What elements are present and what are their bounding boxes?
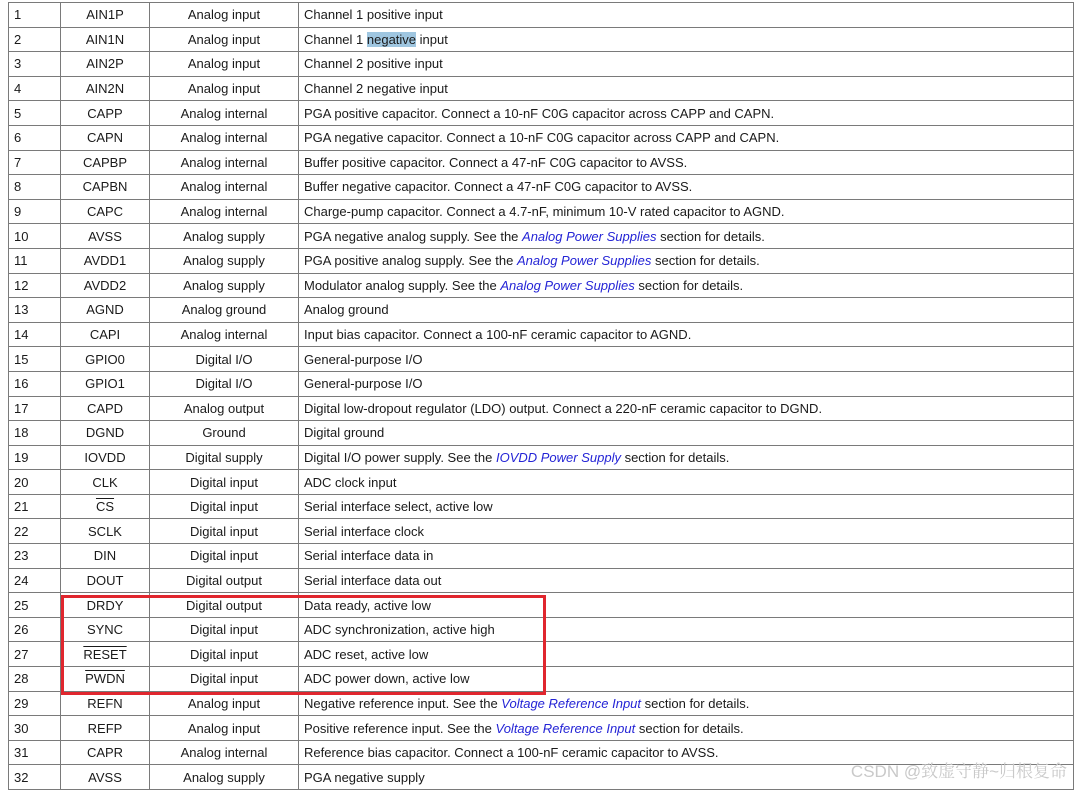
table-row bbox=[9, 519, 1074, 544]
pin-type: Digital supply bbox=[150, 445, 299, 470]
pin-name-cell bbox=[61, 691, 150, 716]
pin-type: Analog internal bbox=[150, 322, 299, 347]
pin-type: Digital input bbox=[150, 667, 299, 692]
section-link[interactable]: Voltage Reference Input bbox=[501, 695, 642, 711]
description-text: Modulator analog supply. See the bbox=[304, 277, 501, 293]
pin-name-cell bbox=[61, 593, 150, 618]
pin-description: PGA negative supply bbox=[299, 765, 1074, 790]
pin-description: Serial interface data in bbox=[299, 544, 1074, 569]
pin-name: IOVDD bbox=[84, 449, 126, 465]
pin-number: 3 bbox=[9, 52, 61, 77]
pin-type: Analog internal bbox=[150, 175, 299, 200]
table-row bbox=[9, 150, 1074, 175]
pin-name: REFN bbox=[87, 695, 123, 711]
pin-name-cell bbox=[61, 322, 150, 347]
pin-name-cell bbox=[61, 298, 150, 323]
pin-number: 16 bbox=[9, 371, 61, 396]
pin-name: AVDD2 bbox=[83, 277, 127, 293]
pin-number: 27 bbox=[9, 642, 61, 667]
table-row bbox=[9, 125, 1074, 150]
pin-type: Digital input bbox=[150, 617, 299, 642]
pin-name-cell bbox=[61, 371, 150, 396]
pin-name: SYNC bbox=[86, 622, 124, 638]
section-link[interactable]: Analog Power Supplies bbox=[522, 228, 657, 244]
pin-description: ADC reset, active low bbox=[299, 642, 1074, 667]
pin-name-cell bbox=[61, 248, 150, 273]
pin-type: Analog supply bbox=[150, 224, 299, 249]
pin-name-cell bbox=[61, 642, 150, 667]
pin-type: Analog input bbox=[150, 716, 299, 741]
table-row bbox=[9, 568, 1074, 593]
pin-description: PGA positive capacitor. Connect a 10-nF C0G capacitor across CAPP and CAPN. bbox=[299, 101, 1074, 126]
description-text: section for details. bbox=[651, 253, 760, 269]
pin-type: Analog input bbox=[150, 27, 299, 52]
pin-type: Digital input bbox=[150, 494, 299, 519]
pin-type: Analog internal bbox=[150, 125, 299, 150]
description-text: PGA negative analog supply. See the bbox=[304, 228, 523, 244]
description-text: section for details. bbox=[656, 228, 765, 244]
description-text: PGA positive analog supply. See the bbox=[304, 253, 517, 269]
pin-description: Charge-pump capacitor. Connect a 4.7-nF, minimum 10-V rated capacitor to AGND. bbox=[299, 199, 1074, 224]
pin-number: 10 bbox=[9, 224, 61, 249]
pin-number: 19 bbox=[9, 445, 61, 470]
table-row bbox=[9, 716, 1074, 741]
table-row bbox=[9, 494, 1074, 519]
pin-name: DGND bbox=[85, 425, 125, 441]
pin-type: Digital output bbox=[150, 593, 299, 618]
pin-name-cell bbox=[61, 716, 150, 741]
section-link[interactable]: Analog Power Supplies bbox=[500, 277, 635, 293]
pin-name: AVDD1 bbox=[83, 253, 127, 269]
pin-description bbox=[299, 273, 1074, 298]
pin-number: 25 bbox=[9, 593, 61, 618]
pin-type: Ground bbox=[150, 421, 299, 446]
pin-name: CAPD bbox=[86, 400, 124, 416]
pin-name-cell bbox=[61, 52, 150, 77]
table-row bbox=[9, 76, 1074, 101]
pin-type: Analog ground bbox=[150, 298, 299, 323]
pin-description: Channel 2 negative input bbox=[299, 76, 1074, 101]
pin-description: Digital ground bbox=[299, 421, 1074, 446]
pin-number: 32 bbox=[9, 765, 61, 790]
pin-type: Analog internal bbox=[150, 199, 299, 224]
pin-name-cell bbox=[61, 519, 150, 544]
pin-name-cell bbox=[61, 76, 150, 101]
pin-number: 1 bbox=[9, 3, 61, 28]
pin-type: Analog supply bbox=[150, 765, 299, 790]
pin-description bbox=[299, 248, 1074, 273]
pin-name: PWDN bbox=[85, 671, 125, 687]
pin-number: 12 bbox=[9, 273, 61, 298]
pin-description: Input bias capacitor. Connect a 100-nF ceramic capacitor to AGND. bbox=[299, 322, 1074, 347]
pin-name: GPIO0 bbox=[85, 351, 125, 367]
pin-description: Channel 1 positive input bbox=[299, 3, 1074, 28]
pin-description: Serial interface data out bbox=[299, 568, 1074, 593]
pin-type: Analog internal bbox=[150, 740, 299, 765]
pin-description: General-purpose I/O bbox=[299, 347, 1074, 372]
pin-name: REFP bbox=[87, 720, 123, 736]
table-row bbox=[9, 101, 1074, 126]
pin-number: 13 bbox=[9, 298, 61, 323]
pin-type: Analog output bbox=[150, 396, 299, 421]
pin-description: Digital low-dropout regulator (LDO) output. Connect a 220-nF ceramic capacitor to DGND. bbox=[299, 396, 1074, 421]
table-row bbox=[9, 3, 1074, 28]
pin-name-cell bbox=[61, 421, 150, 446]
pin-number: 24 bbox=[9, 568, 61, 593]
pin-type: Digital I/O bbox=[150, 371, 299, 396]
table-row bbox=[9, 199, 1074, 224]
pin-type: Analog input bbox=[150, 52, 299, 77]
pin-name: DRDY bbox=[86, 597, 124, 613]
pin-name-cell bbox=[61, 273, 150, 298]
description-text: Negative reference input. See the bbox=[304, 695, 502, 711]
pin-name: AGND bbox=[86, 302, 124, 318]
pin-description bbox=[299, 716, 1074, 741]
pin-name-cell bbox=[61, 175, 150, 200]
pin-name-cell bbox=[61, 27, 150, 52]
table-row bbox=[9, 347, 1074, 372]
pin-type: Analog internal bbox=[150, 101, 299, 126]
pin-type: Analog supply bbox=[150, 273, 299, 298]
pin-number: 29 bbox=[9, 691, 61, 716]
table-row bbox=[9, 396, 1074, 421]
pin-number: 28 bbox=[9, 667, 61, 692]
pin-name-cell bbox=[61, 101, 150, 126]
description-text: section for details. bbox=[641, 695, 750, 711]
pin-number: 11 bbox=[9, 248, 61, 273]
watermark: CSDN @致虚守静~归根复命 bbox=[850, 762, 1067, 781]
pin-name-cell bbox=[61, 568, 150, 593]
pin-number: 15 bbox=[9, 347, 61, 372]
table-row bbox=[9, 371, 1074, 396]
section-link[interactable]: IOVDD Power Supply bbox=[495, 449, 621, 465]
pin-name: CAPN bbox=[86, 130, 124, 146]
pin-type: Digital input bbox=[150, 544, 299, 569]
pin-name-cell bbox=[61, 494, 150, 519]
pin-number: 9 bbox=[9, 199, 61, 224]
pin-name: CAPBP bbox=[82, 154, 128, 170]
highlighted-text: negative bbox=[366, 31, 417, 47]
pin-name-cell bbox=[61, 740, 150, 765]
table-row bbox=[9, 470, 1074, 495]
pin-name: DIN bbox=[93, 548, 117, 564]
pin-name: AIN1P bbox=[86, 7, 124, 23]
table-row bbox=[9, 52, 1074, 77]
table-row bbox=[9, 273, 1074, 298]
pin-description: Reference bias capacitor. Connect a 100-nF ceramic capacitor to AVSS. bbox=[299, 740, 1074, 765]
pin-description: ADC synchronization, active high bbox=[299, 617, 1074, 642]
pin-name-cell bbox=[61, 445, 150, 470]
pin-type: Analog input bbox=[150, 691, 299, 716]
pin-name: SCLK bbox=[88, 523, 122, 539]
pin-name: AIN2N bbox=[85, 81, 125, 97]
pin-number: 8 bbox=[9, 175, 61, 200]
pin-name-cell bbox=[61, 3, 150, 28]
pin-description: ADC power down, active low bbox=[299, 667, 1074, 692]
pin-name-cell bbox=[61, 544, 150, 569]
pin-description bbox=[299, 445, 1074, 470]
pin-name: AVSS bbox=[88, 228, 122, 244]
pin-number: 21 bbox=[9, 494, 61, 519]
pin-description: Analog ground bbox=[299, 298, 1074, 323]
table-row bbox=[9, 224, 1074, 249]
pin-name: CAPP bbox=[87, 105, 123, 121]
description-text: Positive reference input. See the bbox=[304, 720, 496, 736]
pin-number: 30 bbox=[9, 716, 61, 741]
pin-number: 26 bbox=[9, 617, 61, 642]
table-row bbox=[9, 617, 1074, 642]
pin-table-body bbox=[9, 3, 1074, 790]
pin-name: CAPR bbox=[86, 745, 124, 761]
pin-description: Serial interface select, active low bbox=[299, 494, 1074, 519]
table-row bbox=[9, 27, 1074, 52]
description-text: Digital I/O power supply. See the bbox=[304, 449, 496, 465]
section-link[interactable]: Analog Power Supplies bbox=[516, 253, 652, 269]
pin-description: Data ready, active low bbox=[299, 593, 1074, 618]
pin-description: Buffer negative capacitor. Connect a 47-nF C0G capacitor to AVSS. bbox=[299, 175, 1074, 200]
pin-name-cell bbox=[61, 199, 150, 224]
pin-type: Digital input bbox=[150, 642, 299, 667]
pin-description bbox=[299, 27, 1074, 52]
table-row bbox=[9, 445, 1074, 470]
description-text: section for details. bbox=[620, 449, 730, 465]
pin-number: 20 bbox=[9, 470, 61, 495]
pin-name: AVSS bbox=[88, 769, 122, 785]
pin-number: 4 bbox=[9, 76, 61, 101]
pin-name: AIN2P bbox=[86, 56, 124, 72]
pin-name: $\overline{CS}$ bbox=[95, 499, 115, 515]
pin-type: Analog internal bbox=[150, 150, 299, 175]
pin-name-cell bbox=[61, 224, 150, 249]
pin-name: GPIO1 bbox=[85, 376, 125, 392]
pin-type: Analog input bbox=[150, 3, 299, 28]
description-text: Channel 1 bbox=[304, 31, 367, 47]
table-row bbox=[9, 593, 1074, 618]
pin-name: CAPBN bbox=[82, 179, 128, 195]
table-row bbox=[9, 298, 1074, 323]
pin-number: 2 bbox=[9, 27, 61, 52]
description-text: section for details. bbox=[634, 277, 744, 293]
pin-description: Channel 2 positive input bbox=[299, 52, 1074, 77]
pin-description bbox=[299, 224, 1074, 249]
pin-type: Analog input bbox=[150, 76, 299, 101]
pin-name-cell bbox=[61, 617, 150, 642]
pin-name-cell bbox=[61, 765, 150, 790]
pin-description: Serial interface clock bbox=[299, 519, 1074, 544]
pin-name: CAPC bbox=[86, 204, 124, 220]
pin-number: 17 bbox=[9, 396, 61, 421]
pin-description: General-purpose I/O bbox=[299, 371, 1074, 396]
table-row bbox=[9, 421, 1074, 446]
pin-number: 6 bbox=[9, 125, 61, 150]
pin-name: CAPI bbox=[89, 327, 121, 343]
pin-number: 23 bbox=[9, 544, 61, 569]
pin-number: 31 bbox=[9, 740, 61, 765]
table-row bbox=[9, 322, 1074, 347]
table-row bbox=[9, 642, 1074, 667]
pin-name: AIN1N bbox=[85, 31, 125, 47]
description-text: section for details. bbox=[635, 720, 744, 736]
pin-name-cell bbox=[61, 396, 150, 421]
pin-type: Digital output bbox=[150, 568, 299, 593]
pin-description: PGA negative capacitor. Connect a 10-nF C0G capacitor across CAPP and CAPN. bbox=[299, 125, 1074, 150]
pin-name-cell bbox=[61, 470, 150, 495]
pin-number: 14 bbox=[9, 322, 61, 347]
table-row bbox=[9, 667, 1074, 692]
table-row bbox=[9, 248, 1074, 273]
pin-type: Analog supply bbox=[150, 248, 299, 273]
pin-type: Digital input bbox=[150, 470, 299, 495]
description-text: input bbox=[416, 31, 448, 47]
pin-type: Digital I/O bbox=[150, 347, 299, 372]
pin-description: Buffer positive capacitor. Connect a 47-nF C0G capacitor to AVSS. bbox=[299, 150, 1074, 175]
pin-number: 7 bbox=[9, 150, 61, 175]
table-row bbox=[9, 544, 1074, 569]
pin-number: 18 bbox=[9, 421, 61, 446]
pin-name-cell bbox=[61, 347, 150, 372]
pin-name-cell bbox=[61, 150, 150, 175]
pin-description bbox=[299, 691, 1074, 716]
section-link[interactable]: Voltage Reference Input bbox=[495, 720, 636, 736]
pin-name: DOUT bbox=[86, 572, 124, 588]
pin-name: RESET bbox=[83, 646, 127, 662]
pin-number: 5 bbox=[9, 101, 61, 126]
pin-type: Digital input bbox=[150, 519, 299, 544]
pin-function-table bbox=[8, 2, 1074, 790]
pin-number: 22 bbox=[9, 519, 61, 544]
table-row bbox=[9, 691, 1074, 716]
pin-name: CLK bbox=[92, 474, 118, 490]
pin-name-cell bbox=[61, 667, 150, 692]
table-row bbox=[9, 175, 1074, 200]
pin-description: ADC clock input bbox=[299, 470, 1074, 495]
pin-name-cell bbox=[61, 125, 150, 150]
